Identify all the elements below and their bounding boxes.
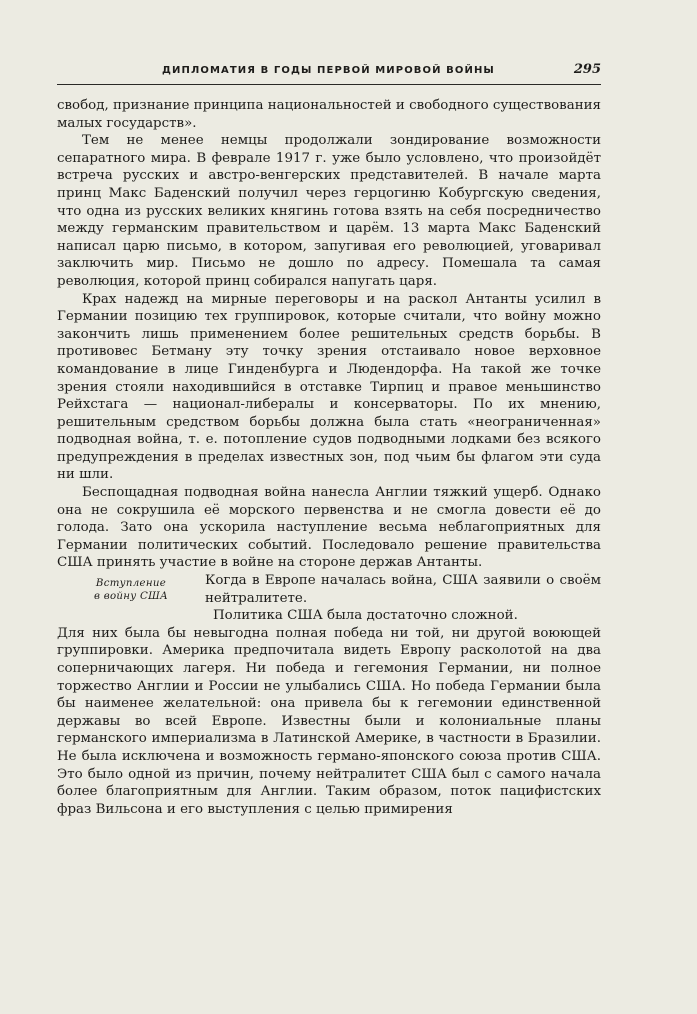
paragraph: свобод, признание принципа национальностей и свободного существования малых государств».	[57, 98, 601, 131]
section-start-text	[205, 572, 601, 625]
page-body	[57, 97, 601, 818]
marginal-note-line: Вступление	[95, 578, 167, 590]
page-number: 295	[573, 62, 601, 77]
paragraph: Крах надежд на мирные переговоры и на раскол Антанты усилил в Германии позицию тех группировок, которые считали, что войну можно закончить лишь применением более решительных средств борьбы. В противовес Бетману эту точку зрения отстаивало новое верховное командование в лице Гинденбурга и Людендорфа. На такой же точке зрения стояли находившийся в отставке Тирпиц и правое меньшинство Рейхстага — национал-либералы и консерваторы. По их мнению, решительным средством борьбы должна была стать «неограниченная» подводная война, т. е. потопление судов подводными лодками без всякого предупреждения в пределах известных зон, под чьим бы флагом эти суда ни шли.	[57, 291, 601, 483]
paragraph: Тем не менее немцы продолжали зондирование возможности сепаратного мира. В феврале 1917 г. уже было условлено, что произойдёт встреча русских и австро-венгерских представителей. В начале марта принц Макс Баденский получил через герцогиню Кобургскую сведения, что одна из русских великих княгинь готова взять на себя посредничество между германским правительством и царём. 13 марта Макс Баденский написал царю письмо, в котором, запугивая его революцией, уговаривал заключить мир. Письмо не дошло по адресу. Помешала та самая революция, которой принц собирался напугать царя.	[57, 133, 601, 289]
marginal-note-line: в войну США	[93, 591, 169, 603]
paragraph: Политика США была достаточно сложной.	[213, 608, 518, 624]
marginal-note	[57, 572, 205, 603]
running-head: ДИПЛОМАТИЯ В ГОДЫ ПЕРВОЙ МИРОВОЙ ВОЙНЫ	[162, 65, 495, 76]
paragraph: Беспощадная подводная война нанесла Англии тяжкий ущерб. Однако она не сокрушила её морского первенства и не смогла довести её до голода. Зато она ускорила наступление весьма неблагоприятных для Германии политических событий. Последовало решение правительства США принять участие в войне на стороне держав Антанты.	[57, 485, 601, 571]
section-start	[57, 572, 601, 625]
paragraph: Когда в Европе началась война, США заявили о своём нейтралитете.	[205, 573, 601, 606]
page-header	[57, 62, 601, 85]
paragraph: Для них была бы невыгодна полная победа ни той, ни другой воюющей группировки. Америка предпочитала видеть Европу расколотой на два соперничающих лагеря. Ни победа и гегемония Германии, ни полное торжество Англии и России не улыбались США. Но победа Германии была бы наименее желательной: она привела бы к гегемонии единственной державы во всей Европе. Известны были и колониальные планы германского империализма в Латинской Америке, в частности в Бразилии. Не была исключена и возможность германо-японского союза против США. Это было одной из причин, почему нейтралитет США был с самого начала более благоприятным для Англии. Таким образом, поток пацифистских фраз Вильсона и его выступления с целью примирения	[57, 625, 601, 817]
